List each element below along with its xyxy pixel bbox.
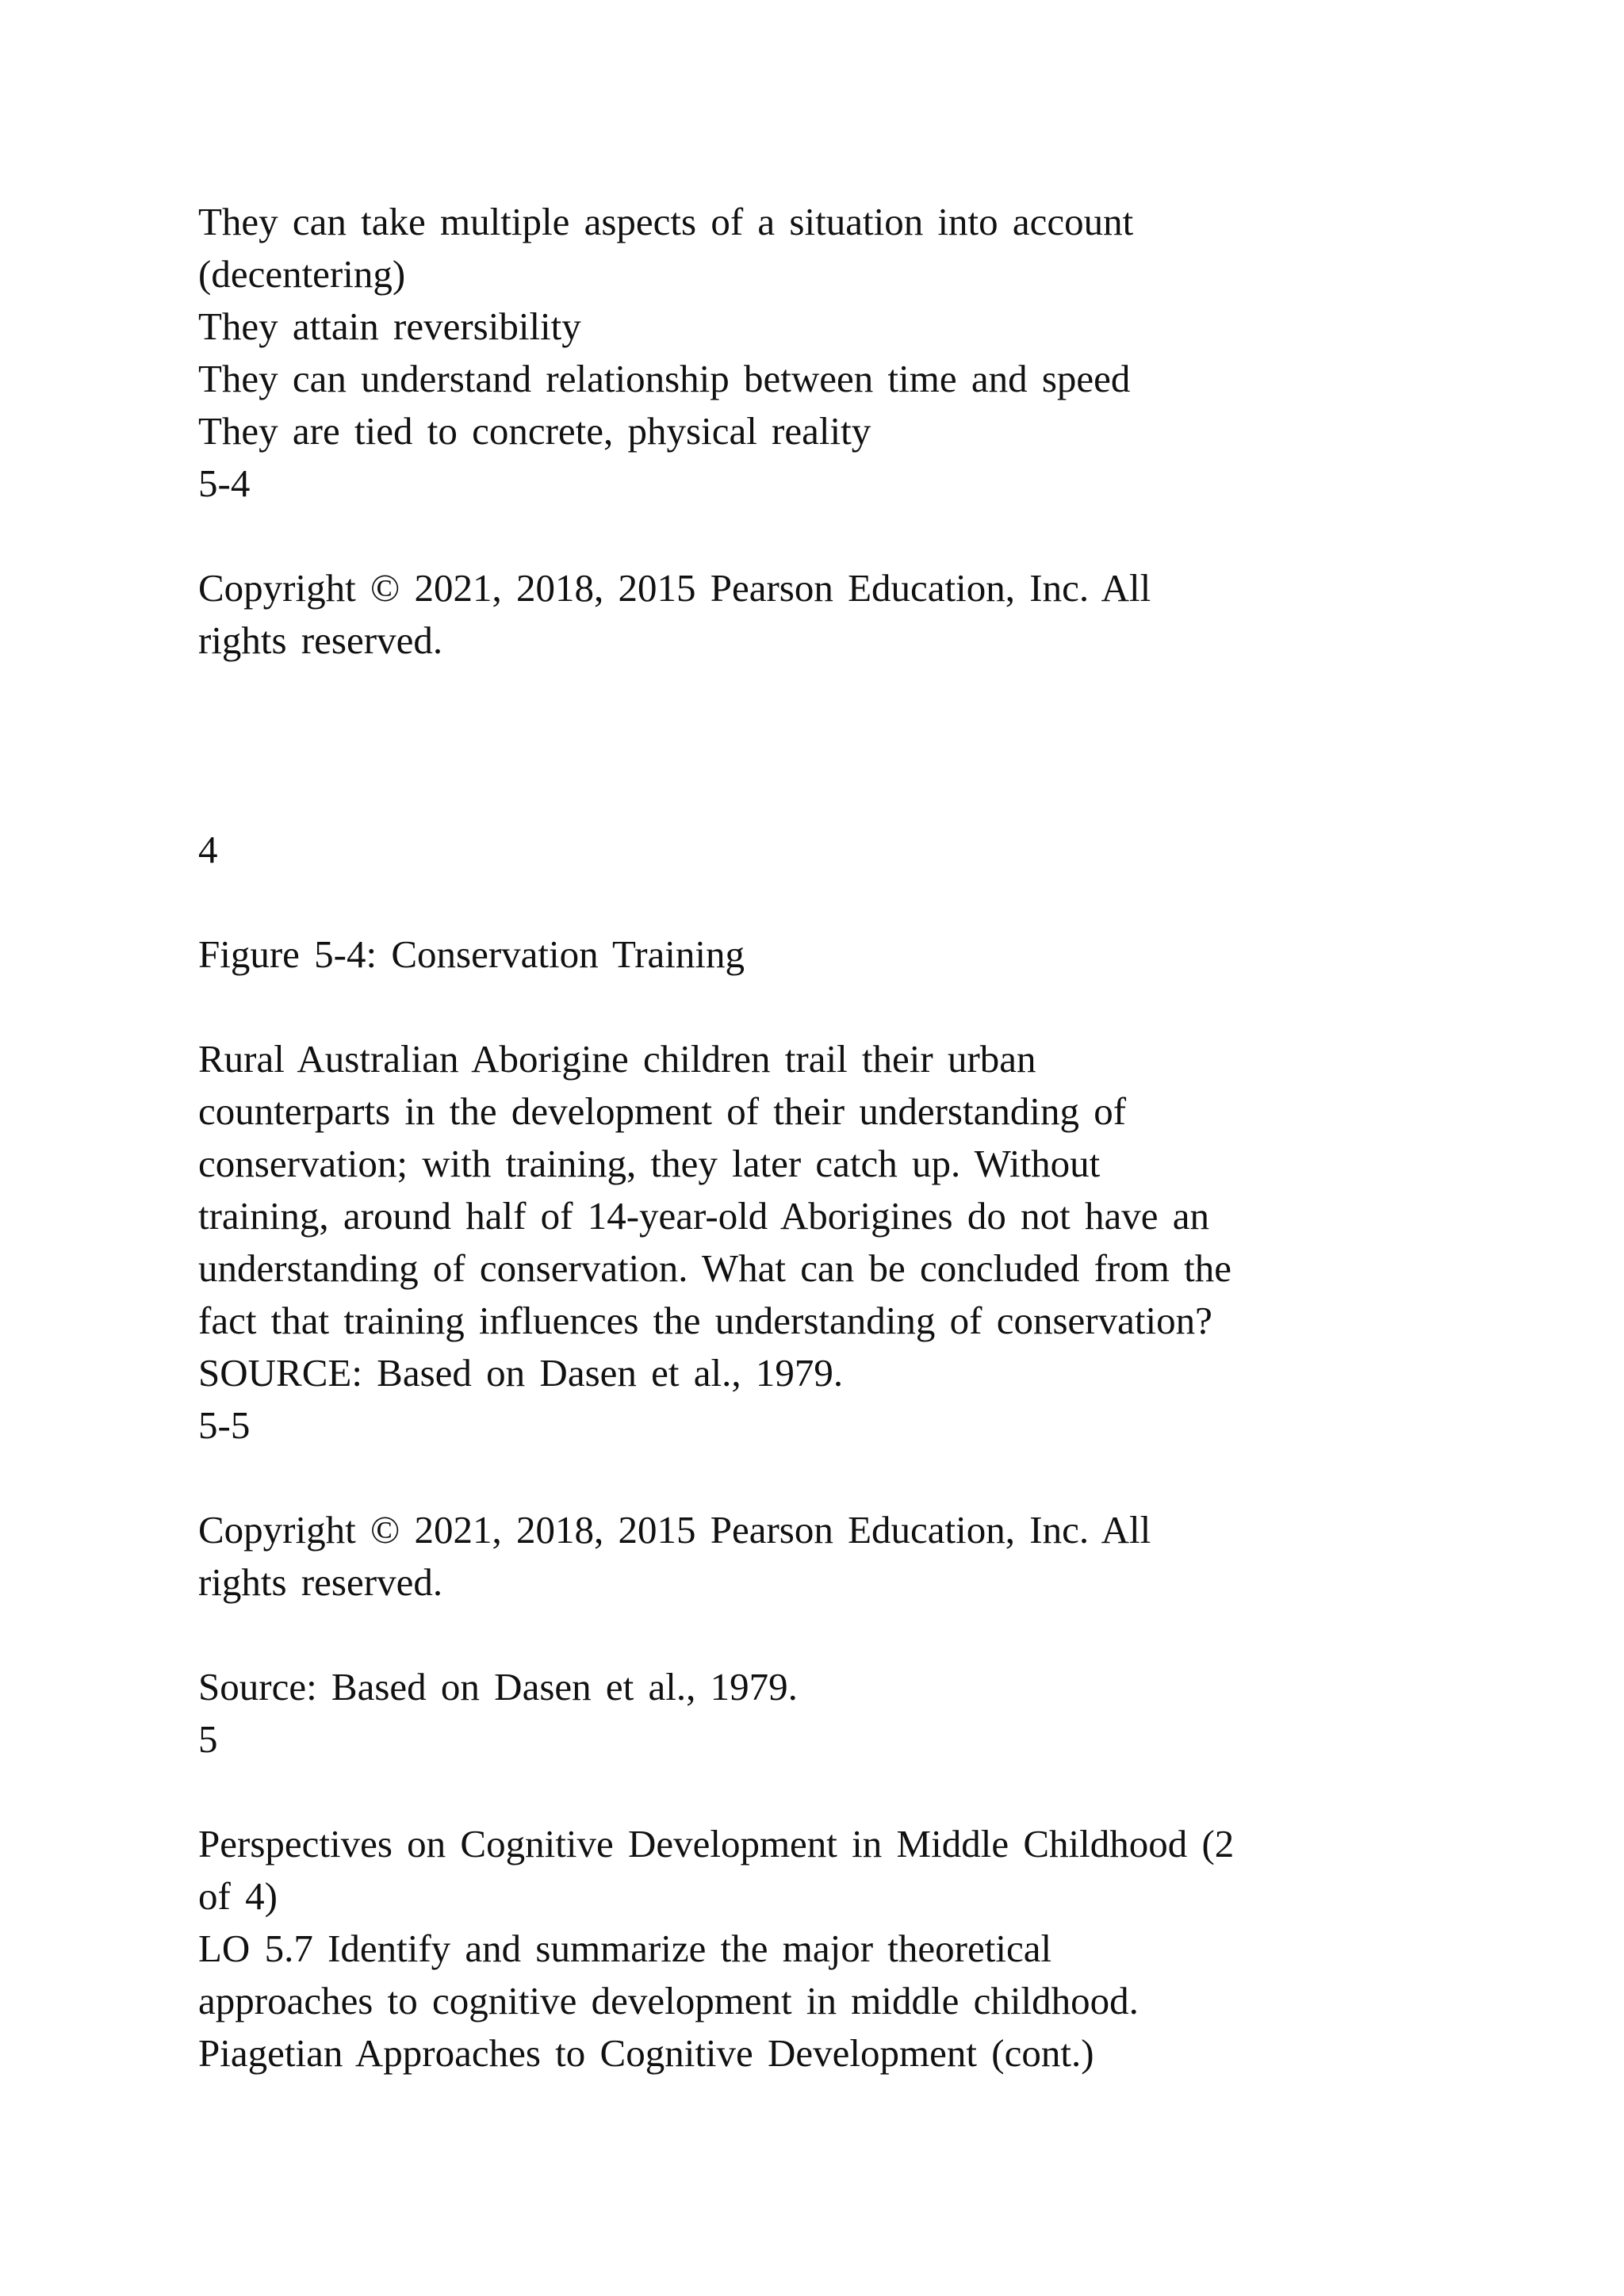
section-heading: Perspectives on Cognitive Development in Middle Childhood (2 xyxy=(198,1822,1235,1866)
text-line: They are tied to concrete, physical reality xyxy=(198,409,871,453)
figure-title: Figure 5-4: Conservation Training xyxy=(198,932,745,976)
text-line: conservation; with training, they later catch up. Without xyxy=(198,1142,1101,1185)
learning-objective: approaches to cognitive development in middle childhood. xyxy=(198,1979,1139,2022)
text-line: training, around half of 14-year-old Aborigines do not have an xyxy=(198,1194,1209,1238)
text-line: fact that training influences the understanding of conservation? xyxy=(198,1299,1212,1342)
text-line: They can understand relationship between time and speed xyxy=(198,357,1131,400)
learning-objective: LO 5.7 Identify and summarize the major theoretical xyxy=(198,1927,1052,1970)
section-heading: of 4) xyxy=(198,1874,278,1918)
subheading: Piagetian Approaches to Cognitive Development (cont.) xyxy=(198,2031,1094,2075)
text-line: They attain reversibility xyxy=(198,304,581,348)
copyright-line: Copyright © 2021, 2018, 2015 Pearson Education, Inc. All xyxy=(198,566,1151,610)
page-number: 4 xyxy=(198,828,218,871)
text-line: Rural Australian Aborigine children trail their urban xyxy=(198,1037,1036,1081)
source-line: SOURCE: Based on Dasen et al., 1979. xyxy=(198,1351,844,1395)
copyright-line: rights reserved. xyxy=(198,1560,443,1604)
text-line: understanding of conservation. What can be concluded from the xyxy=(198,1246,1231,1290)
copyright-line: Copyright © 2021, 2018, 2015 Pearson Education, Inc. All xyxy=(198,1508,1151,1552)
slide-number: 5-4 xyxy=(198,461,251,505)
text-line: (decentering) xyxy=(198,252,406,296)
copyright-line: rights reserved. xyxy=(198,618,443,662)
text-line: They can take multiple aspects of a situation into account xyxy=(198,200,1134,243)
slide-number: 5-5 xyxy=(198,1403,251,1447)
page-number: 5 xyxy=(198,1717,218,1761)
source-line: Source: Based on Dasen et al., 1979. xyxy=(198,1665,798,1709)
text-line: counterparts in the development of their understanding of xyxy=(198,1089,1127,1133)
